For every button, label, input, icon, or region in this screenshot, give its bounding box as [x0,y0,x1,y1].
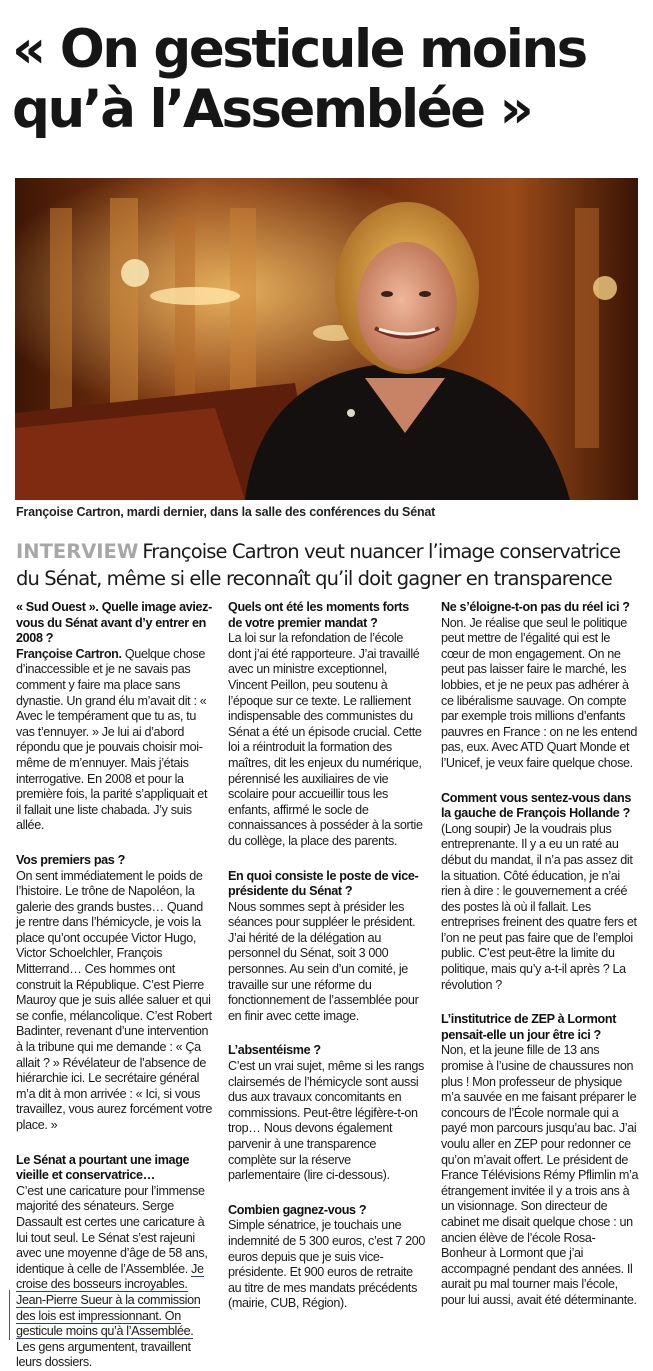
question: L’absentéisme ? [228,1043,321,1058]
interview-intro [16,538,641,592]
answer-text: C’est une caricature pour l’immense majorité des sénateurs. Serge Dassault est certes une caricature à lui tout seul. Le Sénat s’est rajeuni avec une moyenne d’âge de 58 ans, identique à celle de l’Assemblée. [16,1183,208,1276]
question: Combien gagnez-vous ? [228,1202,367,1217]
question: Le Sénat a pourtant une image vieille et conservatrice… [16,1152,190,1183]
question: En quoi consiste le poste de vice-présidente du Sénat ? [228,868,419,899]
intro-text: Françoise Cartron veut nuancer l’image conservatrice du Sénat, même si elle reconnaît qu’il doit gagner en transparence [16,540,621,590]
headline-line-1: « On gesticule moins [12,19,586,80]
portrait-photo [15,178,638,500]
portrait-photo-illustration [15,178,638,500]
answer-text: Quelque chose d’inaccessible et je ne savais pas comment y faire ma place sans dynastie. Un grand élu m’avait dit : « Avec le tempérament que tu as, tu vas t’ennuyer. » Je lui ai d’abord répondu que je pouvais choisir moi-même de m’ennuyer. Mais j’étais interrogative. En 2008 et pour la première fois, la parité s’appliquait et il fallait une liste chabada. J’y suis allée. [16,646,208,833]
answer: C’est un vrai sujet, même si les rangs clairsemés de l’hémicycle sont aussi dus aux travaux concomitants en commissions. Peut-être légifère-t-on trop… Nous devons également parvenir à une transparence complète sur la réserve parlementaire (lire ci-dessous). [228,1059,424,1183]
answer: (Long soupir) Je la voudrais plus entreprenante. Il y a eu un raté au début du mandat, il n’a pas assez dit la situation. Côté éducation, je n’ai rien à dire : le gouvernement a créé des postes là où il fallait. Les entreprises freinent des quatre fers et l’on ne peut pas faire que de l’emploi public. C’est peut-être la limite du politique, mais qu’y a-t-il après ? La révolution ? [441,821,637,992]
column-2 [228,600,426,1312]
interview-tag: INTERVIEW [16,540,139,563]
question: Vos premiers pas ? [16,852,125,867]
photo-caption: Françoise Cartron, mardi dernier, dans la salle des conférences du Sénat [16,505,436,519]
question: Ne s’éloigne-t-on pas du réel ici ? [441,600,630,614]
headline-line-2: qu’à l’Assemblée » [12,79,532,140]
answer [16,1184,214,1371]
question: Comment vous sentez-vous dans la gauche de François Hollande ? [441,790,631,821]
question: Quels ont été les moments forts de votre premier mandat ? [228,600,409,630]
answer: On sent immédiatement le poids de l’histoire. Le trône de Napoléon, la galerie des grands bustes… Quand je rentre dans l’hémicycle, je vois la place qu’ont occupée Victor Hugo, Victor Schoelchler, François Mitterrand… Ces hommes ont construit la République. C’est Pierre Mauroy que je suis allée saluer et qui se confie, mélancolique. C’est Robert Badinter, revenant d’une intervention à la tribune qui me demande : « Ça allait ? » Révélateur de l’absence de hiérarchie ici. Le secrétaire général m’a dit à mon arrivée : « Ici, si vous travaillez, vous aurez forcément votre place. » [16,868,212,1132]
speaker-name: Françoise Cartron. [16,646,122,661]
margin-rule [9,1290,10,1340]
answer-text: Les gens argumentent, travaillent leurs dossiers. [16,1339,191,1370]
column-3 [441,600,639,1309]
answer [16,647,214,834]
headline [12,20,642,140]
answer: Nous sommes sept à présider les séances pour suppléer le président. J’ai hérité de la délégation au personnel du Sénat, soit 3 000 personnes. Au sein d’un comité, je travaille sur une réforme du fonctionnement de l’assemblée pour en finir avec cette image. [228,899,419,1023]
highlighted-quote: Je croise des bosseurs incroyables. Jean-Pierre Sueur à la commission des lois est impressionnant. On gesticule moins qu’à l’Assemblée. [16,1261,204,1339]
answer: Non. Je réalise que seul le politique peut mettre de l’égalité qui est le cœur de mon engagement. On ne peut pas laisser faire le marché, les lobbies, et je ne peux pas adhérer à ce libéralisme sauvage. On compte par exemple trois millions d’enfants pauvres en France : on ne les entend pas, eux. Avec ATD Quart Monde et l’Unicef, je veux faire quelque chose. [441,615,638,770]
column-1 [16,600,214,1371]
question: L’institutrice de ZEP à Lormont pensait-elle un jour être ici ? [441,1012,617,1042]
question: « Sud Ouest ». Quelle image aviez-vous du Sénat avant d’y entrer en 2008 ? [16,600,212,646]
answer: Non, et la jeune fille de 13 ans promise à l’usine de chaussures non plus ! Mon professeur de physique m’a sauvée en me faisant préparer le concours de l’École normale qui a payé mon parcours jusqu’au bac. J’ai voulu aller en ZEP pour redonner ce qu’on m’avait offert. Le président de France Télévisions Rémy Pflimlin m’a étrangement invitée il y a trois ans à un visionnage. Son directeur de cabinet me disait quelque chose : un ancien élève de l’école Rosa-Bonheur à Lormont que j’ai accompagné pendant des années. Il aurait pu mal tourner mais l’école, pour lui aussi, avait été déterminante. [441,1043,639,1307]
answer: Simple sénatrice, je touchais une indemnité de 5 300 euros, c’est 7 200 euros depuis que je suis vice-présidente. Et 900 euros de retraite au titre de mes mandats précédents (mairie, CUB, Région). [228,1218,426,1311]
answer: La loi sur la refondation de l’école dont j’ai été rapporteure. J’ai travaillé avec un ministre exceptionnel, Vincent Peillon, peu soutenu à l’époque sur ce texte. Le ralliement indispensable des communistes du Sénat a été un épisode crucial. Cette loi a réintroduit la formation des maîtres, dit les enjeux du numérique, pérennisé les auxiliaires de vie scolaire pour accueillir tous les enfants, affirmé le socle de connaissances à posséder à la sortie du collège, la place des parents. [228,631,423,848]
